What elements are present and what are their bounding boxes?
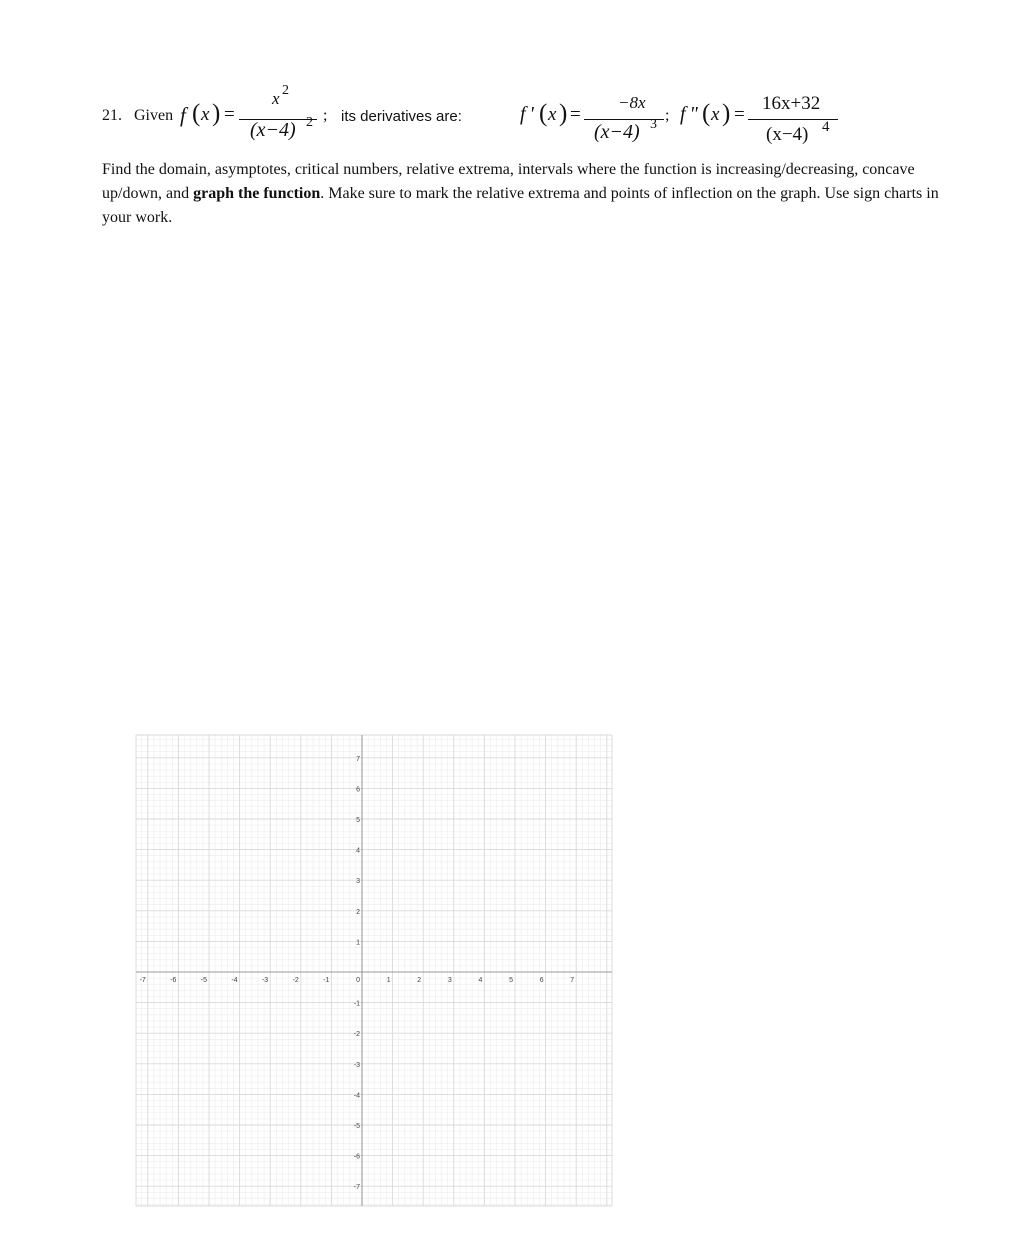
fprime-denominator-exponent: 3 xyxy=(650,117,657,132)
x-tick-label: -2 xyxy=(292,977,299,984)
instructions-text-2: . Make sure to mark the relative extrema and points of inflection on the graph. Use sign charts in your work. xyxy=(102,185,939,226)
instructions-text-1: Find the domain, asymptotes, critical numbers, relative extrema, intervals where the function is increasing/decreasing, concave up/down, and xyxy=(102,161,915,202)
y-tick-label: 3 xyxy=(356,878,360,886)
x-tick-label: -4 xyxy=(231,977,238,984)
y-tick-label: 1 xyxy=(356,939,360,947)
y-tick-label: -5 xyxy=(353,1123,360,1130)
y-tick-label: -7 xyxy=(353,1184,360,1192)
y-tick-label: 4 xyxy=(356,847,360,855)
x-tick-label: 6 xyxy=(539,977,544,984)
f-var: x xyxy=(201,104,210,125)
fdoubleprime-equals: = xyxy=(734,104,745,125)
fdoubleprime-paren-open: ( xyxy=(702,100,711,127)
fdoubleprime-denominator-exponent: 4 xyxy=(822,119,830,135)
problem-number: 21. xyxy=(102,107,122,124)
x-tick-label: 1 xyxy=(386,977,391,984)
fprime-semicolon: ; xyxy=(665,107,670,124)
x-tick-label: 4 xyxy=(478,977,483,984)
fdoubleprime-paren-close: ) xyxy=(722,100,731,127)
fprime-paren-close: ) xyxy=(559,100,568,127)
given-label: Given xyxy=(134,107,174,124)
f-numerator-exponent: 2 xyxy=(282,83,289,98)
fdoubleprime-numerator: 16x+32 xyxy=(762,93,821,114)
y-tick-label: 2 xyxy=(356,908,360,916)
x-tick-label: -7 xyxy=(139,977,146,984)
y-tick-label: -4 xyxy=(353,1092,360,1100)
x-tick-label: -1 xyxy=(323,977,330,984)
fprime-paren-open: ( xyxy=(539,100,548,127)
x-tick-label: -3 xyxy=(261,977,269,984)
x-tick-label: -6 xyxy=(170,977,177,984)
x-tick-label: 0 xyxy=(356,977,360,984)
fdoubleprime-denominator: (x−4) xyxy=(766,124,809,145)
fprime-equals: = xyxy=(570,104,581,125)
y-tick-label: 7 xyxy=(356,755,360,763)
fprime-denominator: (x−4) xyxy=(594,121,640,143)
f-equals: = xyxy=(224,104,235,125)
fprime-name: f ' xyxy=(520,103,534,125)
y-tick-label: 5 xyxy=(356,817,360,824)
y-tick-label: -3 xyxy=(353,1061,360,1069)
y-tick-label: -1 xyxy=(353,1000,360,1008)
fdoubleprime-var: x xyxy=(711,104,720,125)
f-denominator-exponent: 2 xyxy=(306,115,313,130)
fprime-numerator: −8x xyxy=(618,93,646,112)
y-tick-label: -2 xyxy=(353,1031,360,1039)
fprime-var: x xyxy=(548,104,557,125)
minor-grid-lines xyxy=(136,735,612,1206)
f-paren-close: ) xyxy=(212,100,221,127)
x-tick-label: 2 xyxy=(417,977,422,984)
x-tick-label: -5 xyxy=(200,977,207,984)
f-denominator: (x−4) xyxy=(250,119,296,141)
fdoubleprime-name: f " xyxy=(680,103,698,125)
y-tick-label: -6 xyxy=(353,1153,360,1161)
x-tick-label: 7 xyxy=(570,977,575,984)
x-tick-label: 3 xyxy=(447,977,452,984)
derivatives-label: its derivatives are: xyxy=(341,108,462,125)
f-paren-open: ( xyxy=(192,100,201,127)
f-semicolon: ; xyxy=(323,107,328,124)
f-numerator: x xyxy=(272,89,280,108)
instructions-bold-text: graph the function xyxy=(193,185,321,202)
f-name: f xyxy=(180,103,186,127)
x-tick-label: 5 xyxy=(509,977,513,984)
y-tick-label: 6 xyxy=(356,786,360,794)
